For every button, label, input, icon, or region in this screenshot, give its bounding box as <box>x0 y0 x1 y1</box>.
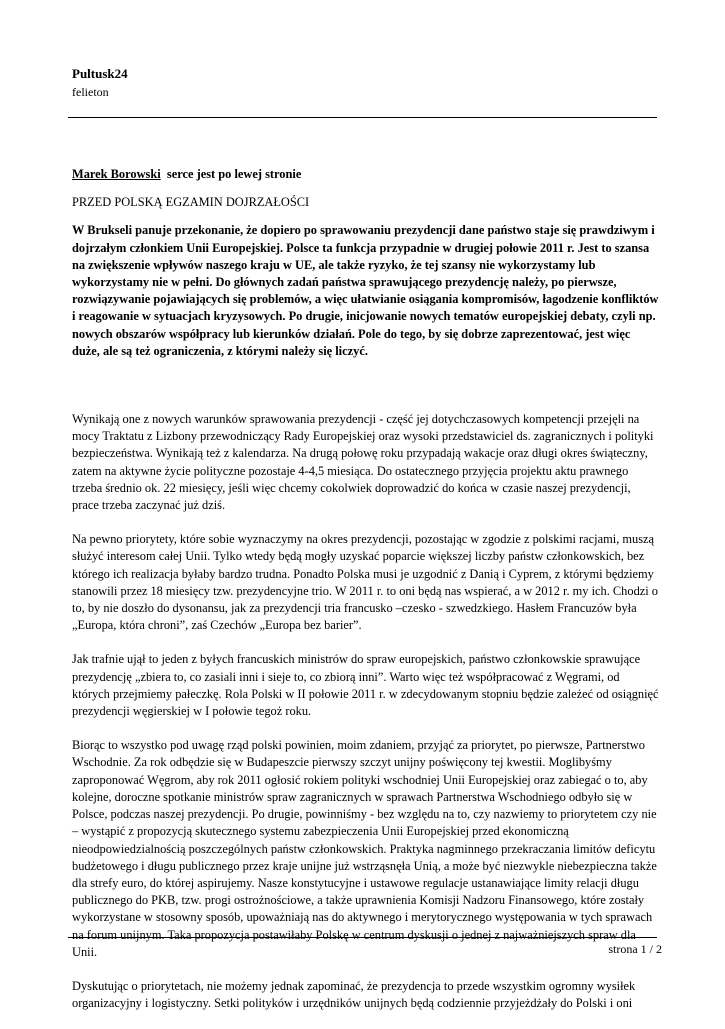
page-number: strona 1 / 2 <box>608 942 662 956</box>
article-paragraph-2: Na pewno priorytety, które sobie wyznaczymy na okres prezydencji, pozostając w zgodzie z polskimi racjami, muszą służyć interesom całej Unii. Tylko wtedy będą mogły uzyskać poparcie większej liczby państw członkowskich, bez którego ich realizacja byłaby bardzo trudna. Ponadto Polska musi je uzgodnić z Danią i Cyprem, z którymi będziemy stanowili przez 18 miesięcy tzw. prezydencyjne trio. W 2011 r. to oni będą nas wspierać, a w 2012 r. my ich. Chodzi o to, by nie doszło do dysonansu, jak za prezydencji tria francusko –czesko - szwedzkiego. Hasłem Francuzów była „Europa, która chroni”, zaś Czechów „Europa bez barier”. <box>72 532 658 633</box>
column-title: serce jest po lewej stronie <box>166 167 302 181</box>
article-paragraph-1: Wynikają one z nowych warunków sprawowania prezydencji - część jej dotychczasowych kompetencji przejęli na mocy Traktatu z Lizbony przewodniczący Rady Europejskiej oraz wysoki przedstawiciel ds. zagranicznych i polityki bezpieczeństwa. Wynikają też z kalendarza. Na drugą połowę roku przypadają wakacje oraz długi okres świąteczny, zatem na aktywne życie polityczne pozostaje 4-4,5 miesiąca. Do ostatecznego przyjęcia projektu aktu prawnego trzeba średnio ok. 22 miesięcy, jeśli więc chcemy cokolwiek doprowadzić do końca w czasie naszej prezydencji, prace trzeba zaczynać już dziś. <box>72 412 654 513</box>
footer-divider <box>68 937 657 938</box>
article-paragraph-3: Jak trafnie ujął to jeden z byłych francuskich ministrów do spraw europejskich, państwo członkowskie sprawujące prezydencję „zbiera to, co zasiali inni i sieje to, co zbiorą inni”. Warto więc też współpracować z Węgrami, od których przejmiemy pałeczkę. Rola Polski w II połowie 2011 r. w zdecydowanym stopniu będzie zależeć od osiągnięć prezydencji węgierskiej w I połowie tegoż roku. <box>72 652 659 719</box>
article-paragraph-5: Dyskutując o priorytetach, nie możemy jednak zapominać, że prezydencja to przede wszystkim ogromny wysiłek organizacyjny i logistyczny. Setki polityków i urzędników unijnych będą codziennie przyjeżdżały do Polski i oni <box>72 978 636 1011</box>
article-title: PRZED POLSKĄ EGZAMIN DOJRZAŁOŚCI <box>72 195 310 210</box>
site-subtitle: felieton <box>72 85 109 99</box>
article-body <box>72 166 660 1029</box>
article-heading <box>72 166 660 183</box>
author-link[interactable]: Marek Borowski <box>72 167 161 181</box>
site-title: Pultusk24 <box>72 66 128 81</box>
article-lead: W Brukseli panuje przekonanie, że dopiero po sprawowaniu prezydencji dane państwo staje się prawdziwym i dojrzałym członkiem Unii Europejskiej. Polsce ta funkcja przypadnie w drugiej połowie 2011 r. Jest to szansa na zwiększenie wpływów naszego kraju w UE, ale także ryzyko, że tej szansy nie wykorzystamy lub wykorzystamy nie w pełni. Do głównych zadań państwa sprawującego prezydencję należy, po pierwsze, rozwiązywanie pojawiających się problemów, a więc ułatwianie osiągania kompromisów, łagodzenie konfliktów i reagowanie w sytuacjach kryzysowych. Po drugie, inicjowanie nowych tematów europejskiej debaty, czyli np. nowych obszarów współpracy lub kierunków działań. Pole do tego, by się dobrze zaprezentować, jest więc duże, ale są też ograniczenia, z którymi należy się liczyć. <box>72 223 659 358</box>
header-divider <box>68 117 657 118</box>
article-paragraph-4: Biorąc to wszystko pod uwagę rząd polski powinien, moim zdaniem, przyjąć za priorytet, po pierwsze, Partnerstwo Wschodnie. Za rok odbędzie się w Budapeszcie pierwszy szczyt unijny poświęcony tej kwestii. Moglibyśmy zaproponować Węgrom, aby rok 2011 ogłosić rokiem polityki wschodniej Unii Europejskiej oraz zabiegać o to, aby kolejne, doroczne spotkanie ministrów spraw zagranicznych w sprawach Partnerstwa Wschodniego odbyło się w Polsce, podczas naszej prezydencji. Po drugie, powinniśmy - bez względu na to, czy nazwiemy to priorytetem czy nie – wystąpić z propozycją skutecznego systemu zabezpieczenia Unii Europejskiej przed ekonomiczną nieodpowiedzialnością poszczególnych państw członkowskich. Praktyka nagminnego przekraczania limitów deficytu budżetowego i długu publicznego przez kraje unijne już wstrząsnęła Unią, a może być niezwykle niebezpieczna także dla strefy euro, do której aspirujemy. Nasze konstytucyjne i ustawowe regulacje ustanawiające limity relacji długu publicznego do PKB, tzw. progi ostrożnościowe, a także uprawnienia Komisji Nadzoru Finansowego, które zostały wykorzystane w stosowny sposób, upoważniają nas do aktywnego i merytorycznego występowania w tych sprawach na forum unijnym. Taka propozycja postawiłaby Polskę w centrum dyskusji o jednej z najważniejszych spraw dla Unii. <box>72 738 657 959</box>
